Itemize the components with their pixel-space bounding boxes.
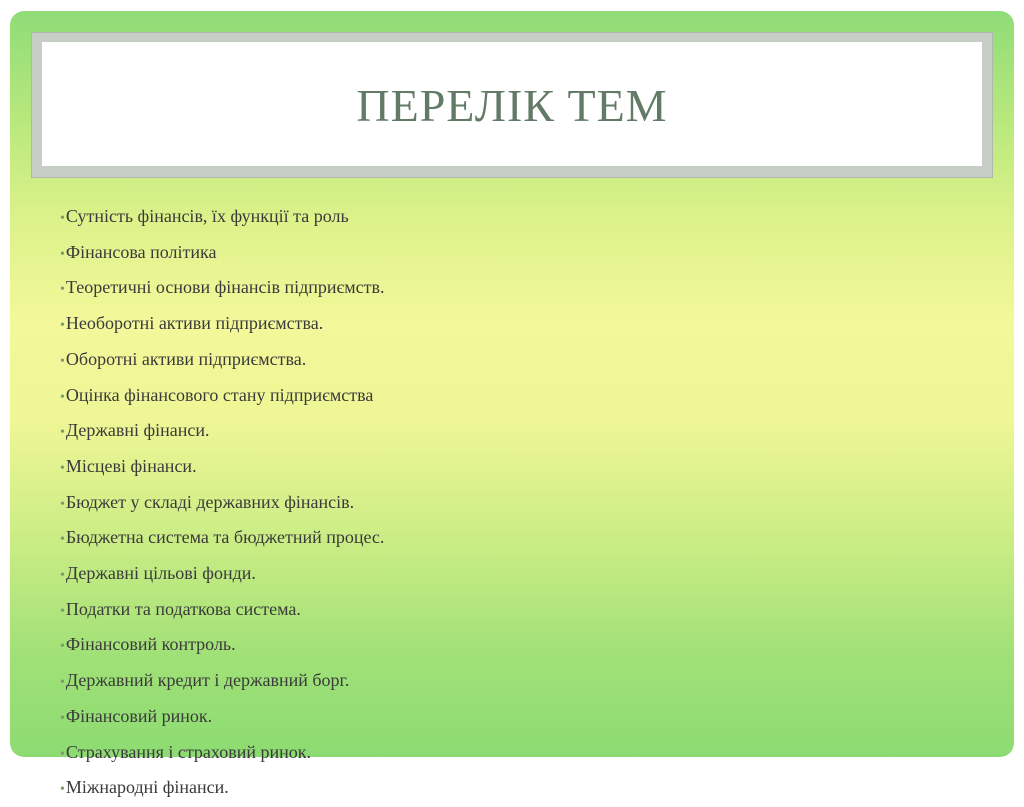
topic-item [60,200,385,236]
bullet-icon: • [60,603,65,619]
topic-text: Бюджетна система та бюджетний процес. [65,527,385,548]
topic-text: Фінансовий ринок. [65,705,213,726]
topic-text: Державні цільові фонди. [65,563,256,584]
bullet-icon: • [60,710,65,726]
bullet-icon: • [60,568,65,584]
bullet-icon: • [60,389,65,405]
topic-text: Державні фінанси. [65,420,210,441]
topic-item [60,236,385,272]
topic-item [60,736,385,772]
topic-text: Теоретичні основи фінансів підприємств. [65,277,385,298]
topic-item [60,771,385,807]
bullet-icon: • [60,282,65,298]
bullet-icon: • [60,675,65,691]
bullet-icon: • [60,425,65,441]
bullet-icon: • [60,246,65,262]
topic-text: Податки та податкова система. [65,598,301,619]
topic-text: Оборотні активи підприємства. [65,348,307,369]
topic-item [60,593,385,629]
topic-text: Сутність фінансів, їх функції та роль [65,206,349,226]
slide-title: ПЕРЕЛІК ТЕМ [356,79,668,131]
topic-text: Оцінка фінансового стану підприємства [65,384,374,405]
topic-text: Необоротні активи підприємства. [65,313,324,334]
topic-item [60,343,385,379]
topic-item [60,557,385,593]
bullet-icon: • [60,746,65,762]
title-frame [31,32,993,178]
topic-text: Фінансовий контроль. [65,634,236,655]
topic-text: Бюджет у складі державних фінансів. [65,491,355,512]
bullet-icon: • [60,318,65,334]
topic-text: Фінансова політика [65,241,217,262]
bullet-icon: • [60,211,65,226]
topic-text: Міжнародні фінанси. [65,777,229,798]
slide [10,11,1014,798]
topic-item [60,664,385,700]
topic-item [60,379,385,415]
topic-item [60,450,385,486]
topic-list [60,200,385,807]
topic-item [60,307,385,343]
topic-item [60,271,385,307]
topic-text: Місцеві фінанси. [65,455,197,476]
bullet-icon: • [60,782,65,798]
topic-text: Державний кредит і державний борг. [65,670,350,691]
topic-text: Страхування і страховий ринок. [65,741,312,762]
title-box [42,42,982,166]
bullet-icon: • [60,353,65,369]
topic-item [60,414,385,450]
bullet-icon: • [60,639,65,655]
bullet-icon: • [60,532,65,548]
topic-item [60,521,385,557]
bullet-icon: • [60,496,65,512]
topic-item [60,486,385,522]
topic-item [60,628,385,664]
topic-item [60,700,385,736]
bullet-icon: • [60,460,65,476]
